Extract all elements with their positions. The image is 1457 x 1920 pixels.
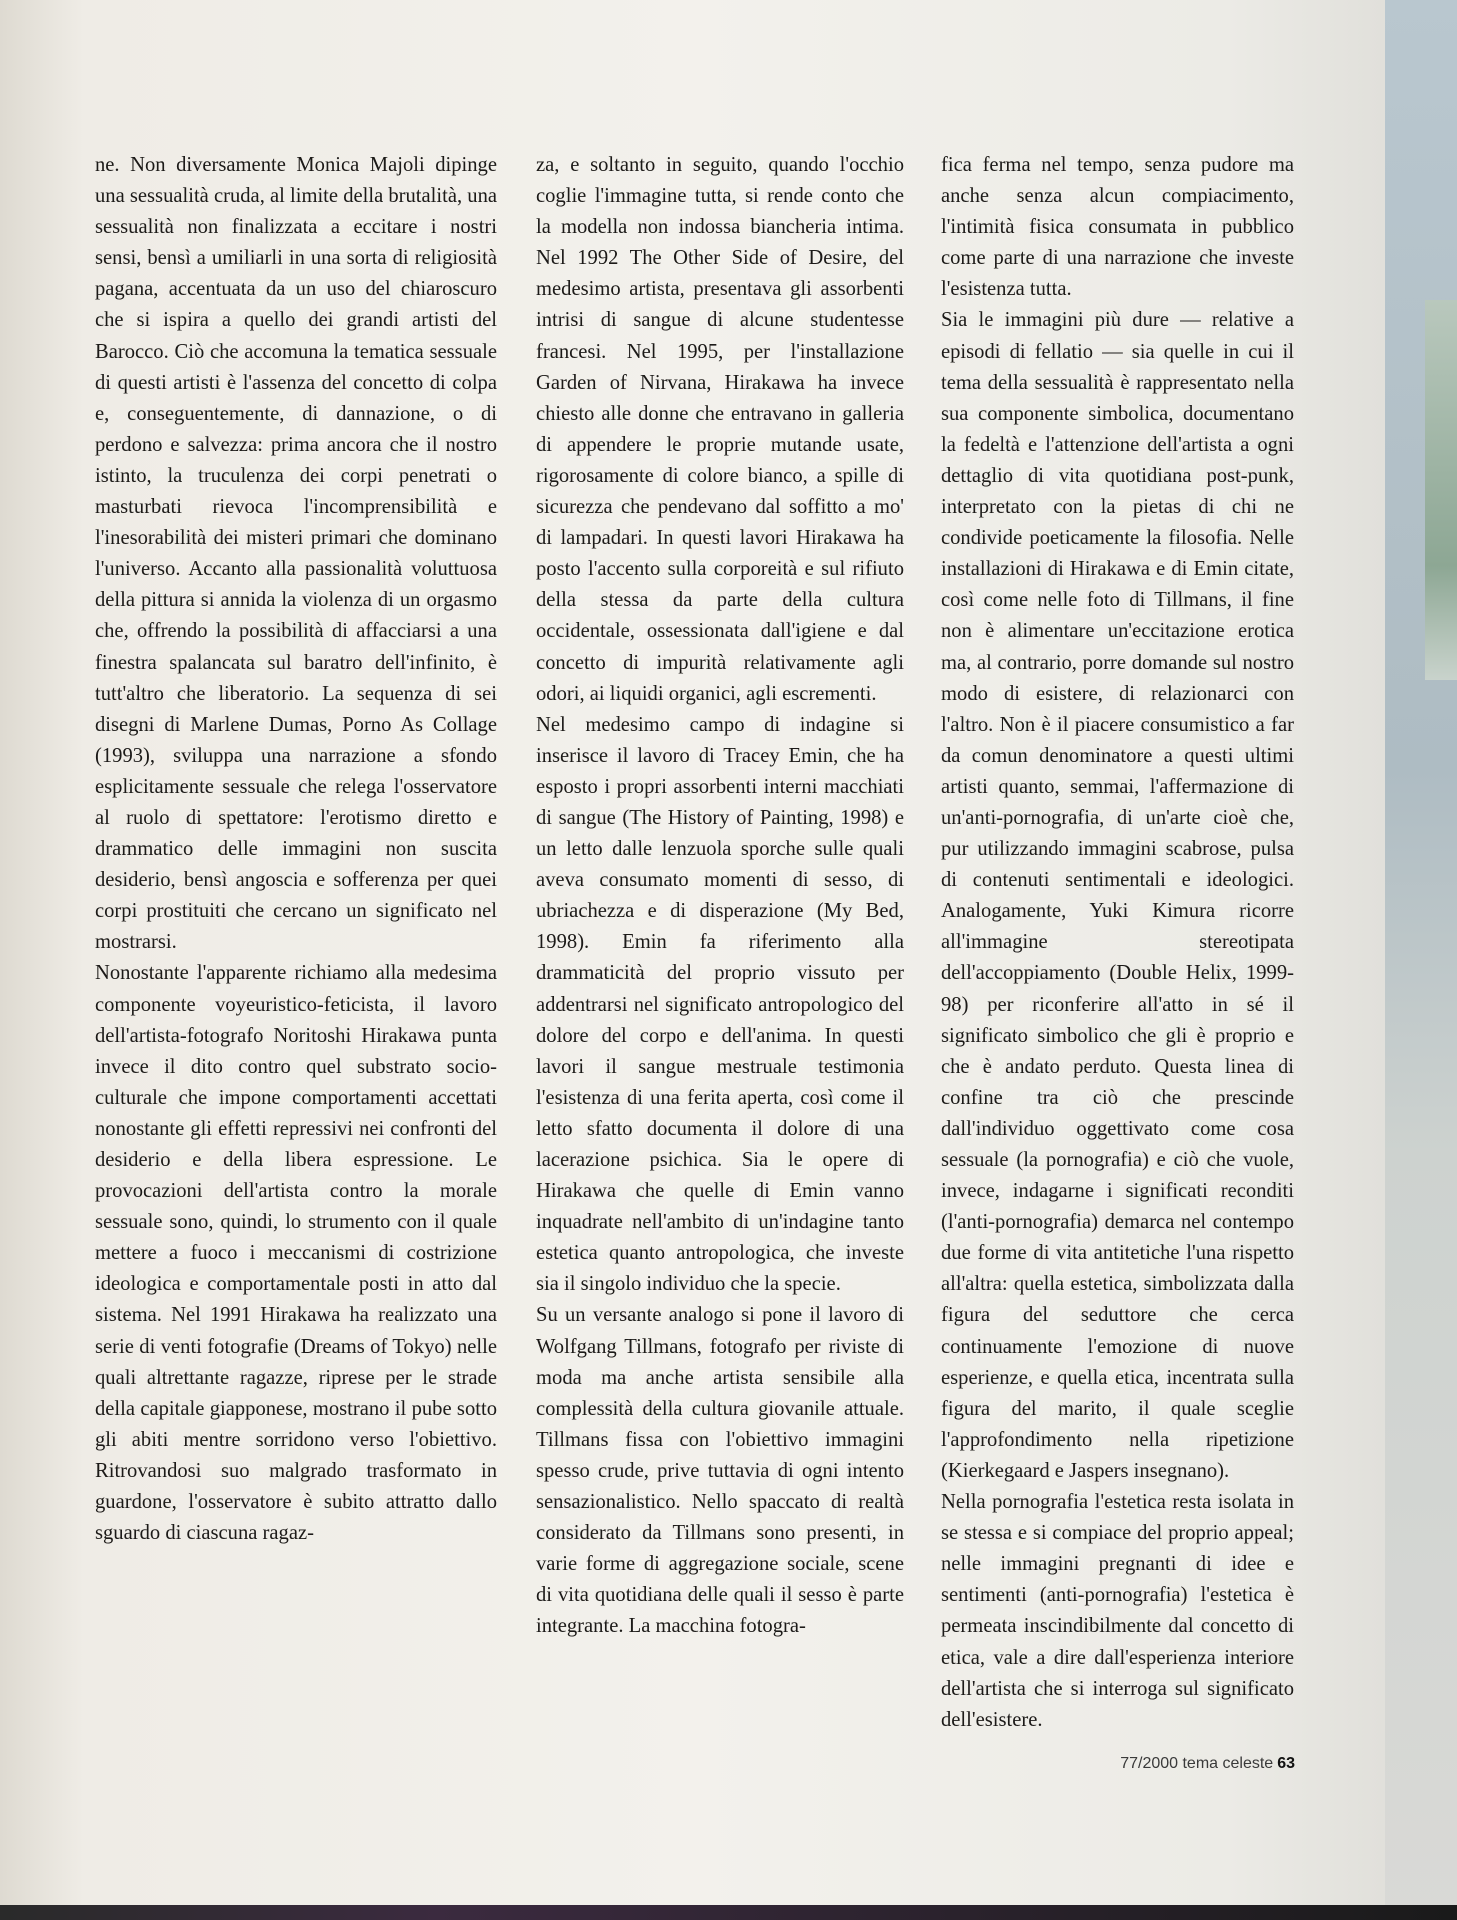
paragraph: Sia le immagini più dure — relative a episodi di fellatio — sia quelle in cui il tema della sessualità è rappresentato nella sua componente simbolica, documentano la fedeltà e l'attenzione dell'artista a ogni dettaglio di vita quotidiana post-punk, interpretato con la pietas di chi ne condivide poeticamente la filosofia. Nelle installazioni di Hirakawa e di Emin citate, così come nelle foto di Tillmans, il fine non è alimentare un'eccitazione erotica ma, al contrario, porre domande sul nostro modo di esistere, di relazionarci con l'altro. Non è il piacere consumistico a far da comun denominatore a questi ultimi artisti quanto, semmai, l'affermazione di un'anti-pornografia, di un'arte cioè che, pur utilizzando immagini scabrose, pulsa di contenuti sentimentali e ideologici. Analogamente, Yuki Kimura ricorre all'immagine stereotipata dell'accoppiamento (Double Helix, 1999-98) per riconferire all'atto in sé il significato simbolico che gli è proprio e che è andato perduto. Questa linea di confine tra ciò che prescinde dall'individuo oggettivato come cosa sessuale (la pornografia) e ciò che vuole, invece, indagarne i significati reconditi (l'anti-pornografia) demarca nel contempo due forme di vita antitetiche l'una rispetto all'altra: quella estetica, simbolizzata dalla figura del seduttore che cerca continuamente l'emozione di nuove esperienze, e quella etica, incentrata sulla figura del marito, il quale sceglie l'approfondimento nella ripetizione (Kierkegaard e Jaspers insegnano). <box>941 309 1294 1482</box>
paragraph: Nella pornografia l'estetica resta isolata in se stessa e si compiace del proprio appeal; nelle immagini pregnanti di idee e sentimenti (anti-pornografia) l'estetica è permeata inscindibilmente dal concetto di etica, vale a dire dall'esperienza interiore dell'artista che si interroga sul significato dell'esistere. <box>941 1491 1294 1731</box>
page-number: 63 <box>1277 1755 1295 1772</box>
text-column-3 <box>941 150 1294 1736</box>
text-column-2 <box>536 150 904 1643</box>
background-edge <box>1385 0 1457 1920</box>
background-edge-detail <box>1425 300 1457 680</box>
paragraph: Su un versante analogo si pone il lavoro di Wolfgang Tillmans, fotografo per riviste di moda ma anche artista sensibile alla complessità della cultura giovanile attuale. Tillmans fissa con l'obiettivo immagini spesso crude, prive tuttavia di ogni intento sensazionalistico. Nello spaccato di realtà considerato da Tillmans sono presenti, in varie forme di aggregazione sociale, scene di vita quotidiana delle quali il sesso è parte integrante. La macchina fotogra- <box>536 1304 904 1638</box>
paragraph: za, e soltanto in seguito, quando l'occhio coglie l'immagine tutta, si rende conto che la modella non indossa biancheria intima. Nel 1992 The Other Side of Desire, del medesimo artista, presentava gli assorbenti intrisi di sangue di alcune studentesse francesi. Nel 1995, per l'installazione Garden of Nirvana, Hirakawa ha invece chiesto alle donne che entravano in galleria di appendere le proprie mutande usate, rigorosamente di colore bianco, a spille di sicurezza che pendevano dal soffitto a mo' di lampadari. In questi lavori Hirakawa ha posto l'accento sulla corporeità e sul rifiuto della stessa da parte della cultura occidentale, ossessionata dall'igiene e dal concetto di impurità relativamente agli odori, ai liquidi organici, agli escrementi. <box>536 154 904 705</box>
paragraph: Nel medesimo campo di indagine si inserisce il lavoro di Tracey Emin, che ha esposto i propri assorbenti interni macchiati di sangue (The History of Painting, 1998) e un letto dalle lenzuola sporche sulle quali aveva consumato momenti di sesso, di ubriachezza e di disperazione (My Bed, 1998). Emin fa riferimento alla drammaticità del proprio vissuto per addentrarsi nel significato antropologico del dolore del corpo e dell'anima. In questi lavori il sangue mestruale testimonia l'esistenza di una ferita aperta, così come il letto sfatto documenta il dolore di una lacerazione psichica. Sia le opere di Hirakawa che quelle di Emin vanno inquadrate nell'ambito di un'indagine tanto estetica quanto antropologica, che investe sia il singolo individuo che la specie. <box>536 713 904 1296</box>
paragraph: ne. Non diversamente Monica Majoli dipinge una sessualità cruda, al limite della brutalità, una sessualità non finalizzata a eccitare i nostri sensi, bensì a umiliarli in una sorta di religiosità pagana, accentuata da un uso del chiaroscuro che si ispira a quello dei grandi artisti del Barocco. Ciò che accomuna la tematica sessuale di questi artisti è l'assenza del concetto di colpa e, conseguentemente, di dannazione, o di perdono e salvezza: prima ancora che il nostro istinto, la truculenza dei corpi penetrati o masturbati rievoca l'incomprensibilità e l'inesorabilità dei misteri primari che dominano l'universo. Accanto alla passionalità voluttuosa della pittura si annida la violenza di un orgasmo che, offrendo la possibilità di affacciarsi a una finestra spalancata sul baratro dell'infinito, è tutt'altro che liberatorio. La sequenza di sei disegni di Marlene Dumas, Porno As Collage (1993), sviluppa una narrazione a sfondo esplicitamente sessuale che relega l'osservatore al ruolo di spettatore: l'erotismo diretto e drammatico delle immagini non suscita desiderio, bensì angoscia e sofferenza per quei corpi prostituiti che cercano un significato nel mostrarsi. <box>95 154 498 954</box>
paragraph: fica ferma nel tempo, senza pudore ma anche senza alcun compiacimento, l'intimità fisica consumata in pubblico come parte di una narrazione che investe l'esistenza tutta. <box>941 154 1294 301</box>
text-column-1 <box>95 150 497 1549</box>
page-footer <box>1070 1755 1295 1773</box>
issue-label: 77/2000 tema celeste <box>1120 1755 1274 1772</box>
bottom-shadow <box>0 1905 1457 1920</box>
paragraph: Nonostante l'apparente richiamo alla medesima componente voyeuristico-feticista, il lavoro dell'artista-fotografo Noritoshi Hirakawa punta invece il dito contro quel substrato socio-culturale che impone comportamenti accettati nonostante gli effetti repressivi nei confronti del desiderio e della libera espressione. Le provocazioni dell'artista contro la morale sessuale sono, quindi, lo strumento con il quale mettere a fuoco i meccanismi di costrizione ideologica e comportamentale posti in atto dal sistema. Nel 1991 Hirakawa ha realizzato una serie di venti fotografie (Dreams of Tokyo) nelle quali altrettante ragazze, riprese per le strade della capitale giapponese, mostrano il pube sotto gli abiti mentre sorridono verso l'obiettivo. Ritrovandosi suo malgrado trasformato in guardone, l'osservatore è subito attratto dallo sguardo di ciascuna ragaz- <box>95 962 497 1545</box>
